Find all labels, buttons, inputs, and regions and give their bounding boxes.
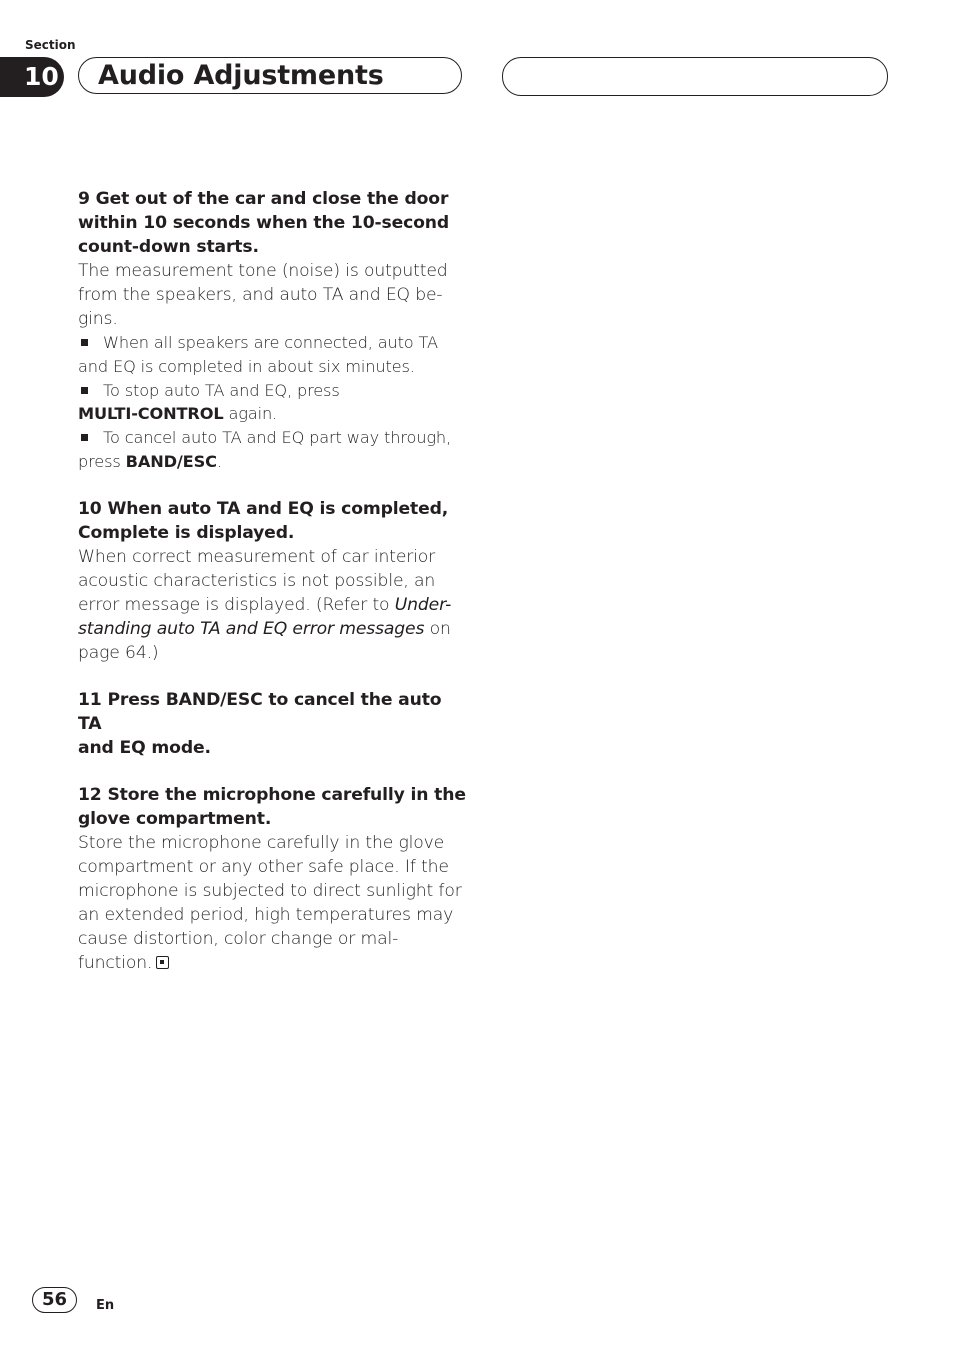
step-9-title: 9 Get out of the car and close the door within 10 seconds when the 10-second count-down starts. — [78, 189, 450, 257]
page-title: Audio Adjustments — [98, 60, 384, 91]
language-code: En — [96, 1298, 115, 1313]
multi-control-key: MULTI-CONTROL — [78, 404, 224, 424]
step-12-title: 12 Store the microphone carefully in the glove compartment. — [78, 784, 466, 829]
square-bullet-icon — [81, 339, 88, 346]
step-9-note-1: When all speakers are connected, auto TA and EQ is completed in about six minutes. — [78, 333, 438, 376]
section-number: 10 — [0, 57, 64, 97]
section-label: Section — [25, 38, 76, 52]
square-bullet-icon — [81, 387, 88, 394]
end-of-section-icon — [156, 956, 169, 969]
step-9-note-3: To cancel auto TA and EQ part way through, press BAND/ESC. — [78, 428, 452, 471]
page-number: 56 — [32, 1287, 77, 1313]
step-10-title: 10 When auto TA and EQ is completed, Complete is displayed. — [78, 498, 449, 543]
main-content — [78, 187, 468, 975]
step-11-title: 11 Press BAND/ESC to cancel the auto TA and EQ mode. — [78, 689, 442, 758]
empty-header-frame — [502, 57, 888, 96]
step-9-body: The measurement tone (noise) is outputted from the speakers, and auto TA and EQ be- gins. — [78, 261, 448, 329]
step-9-note-2: To stop auto TA and EQ, press MULTI-CONTROL again. — [78, 380, 340, 424]
square-bullet-icon — [81, 434, 88, 441]
band-esc-key: BAND/ESC — [125, 451, 217, 471]
step-12-body: Store the microphone carefully in the glove compartment or any other safe place. If the microphone is subjected to direct sunlight for an extended period, high temperatures may cause distortion, color change or mal- function. — [78, 832, 462, 973]
step-10-body: When correct measurement of car interior acoustic characteristics is not possible, an error message is displayed. (Refer to Under- standing auto TA and EQ error messages on page 64.) — [78, 546, 452, 663]
